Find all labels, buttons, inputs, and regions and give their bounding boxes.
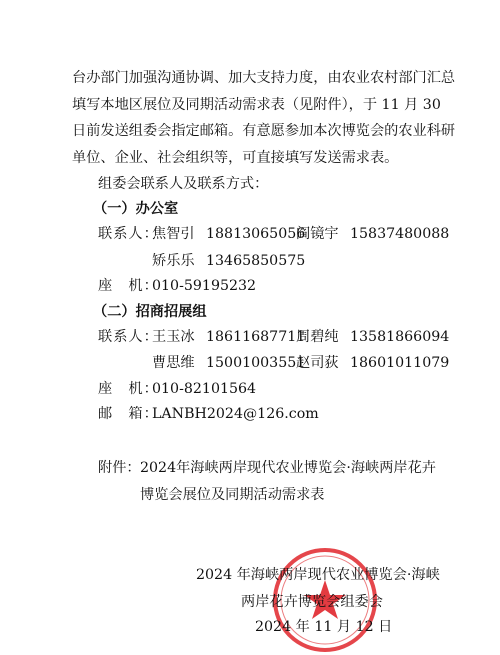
paragraph-line-2: 填写本地区展位及同期活动需求表（见附件），于 11 月 30 (72, 97, 441, 113)
investment-contact-phone-3: 15001003551 (206, 355, 306, 371)
paragraph-line-3: 日前发送组委会指定邮箱。有意愿参加本次博览会的农业科研 (72, 123, 456, 139)
office-contact-name-3: 矫乐乐 (152, 253, 195, 269)
office-heading: （一）办公室 (93, 201, 179, 217)
investment-heading: （二）招商招展组 (93, 304, 207, 320)
signature-date: 2024 年 11 月 12 日 (255, 619, 393, 635)
paragraph-line-1: 台办部门加强沟通协调、加大支持力度，由农业农村部门汇总 (72, 70, 456, 86)
investment-email: LANBH2024@126.com (152, 406, 319, 422)
signature-line-2: 两岸花卉博览会组委会 (241, 594, 383, 610)
investment-contact-phone-4: 18601011079 (350, 355, 450, 371)
office-landline: 010-59195232 (152, 278, 257, 294)
investment-email-label: 邮 箱： (98, 406, 159, 422)
investment-contact-name-2: 周碧纯 (296, 329, 339, 345)
investment-contact-name-3: 曹思维 (152, 355, 195, 371)
investment-contact-label: 联系人： (98, 329, 159, 345)
investment-contact-name-1: 王玉冰 (152, 329, 195, 345)
office-contact-name-1: 焦智引 (152, 226, 195, 242)
signature-line-1: 2024 年海峡两岸现代农业博览会·海峡 (196, 567, 440, 583)
office-contact-label: 联系人： (98, 226, 159, 242)
investment-contact-phone-1: 18611687711 (206, 329, 306, 345)
office-landline-label: 座 机： (98, 278, 159, 294)
paragraph-line-4: 单位、企业、社会组织等，可直接填写发送需求表。 (72, 150, 399, 166)
office-contact-phone-1: 18813065056 (206, 226, 306, 242)
attachment-line-1: 2024年海峡两岸现代农业博览会·海峡两岸花卉 (140, 460, 436, 476)
investment-contact-phone-2: 13581866094 (350, 329, 450, 345)
attachment-line-2: 博览会展位及同期活动需求表 (140, 487, 325, 503)
investment-landline: 010-82101564 (152, 381, 257, 397)
attachment-label: 附件： (98, 460, 141, 476)
investment-contact-name-4: 赵司荻 (296, 355, 339, 371)
office-contact-phone-3: 13465850575 (206, 253, 306, 269)
investment-landline-label: 座 机： (98, 381, 159, 397)
contacts-intro: 组委会联系人及联系方式： (98, 176, 269, 192)
office-contact-phone-2: 15837480088 (350, 226, 450, 242)
office-contact-name-2: 阎镜宇 (296, 226, 339, 242)
